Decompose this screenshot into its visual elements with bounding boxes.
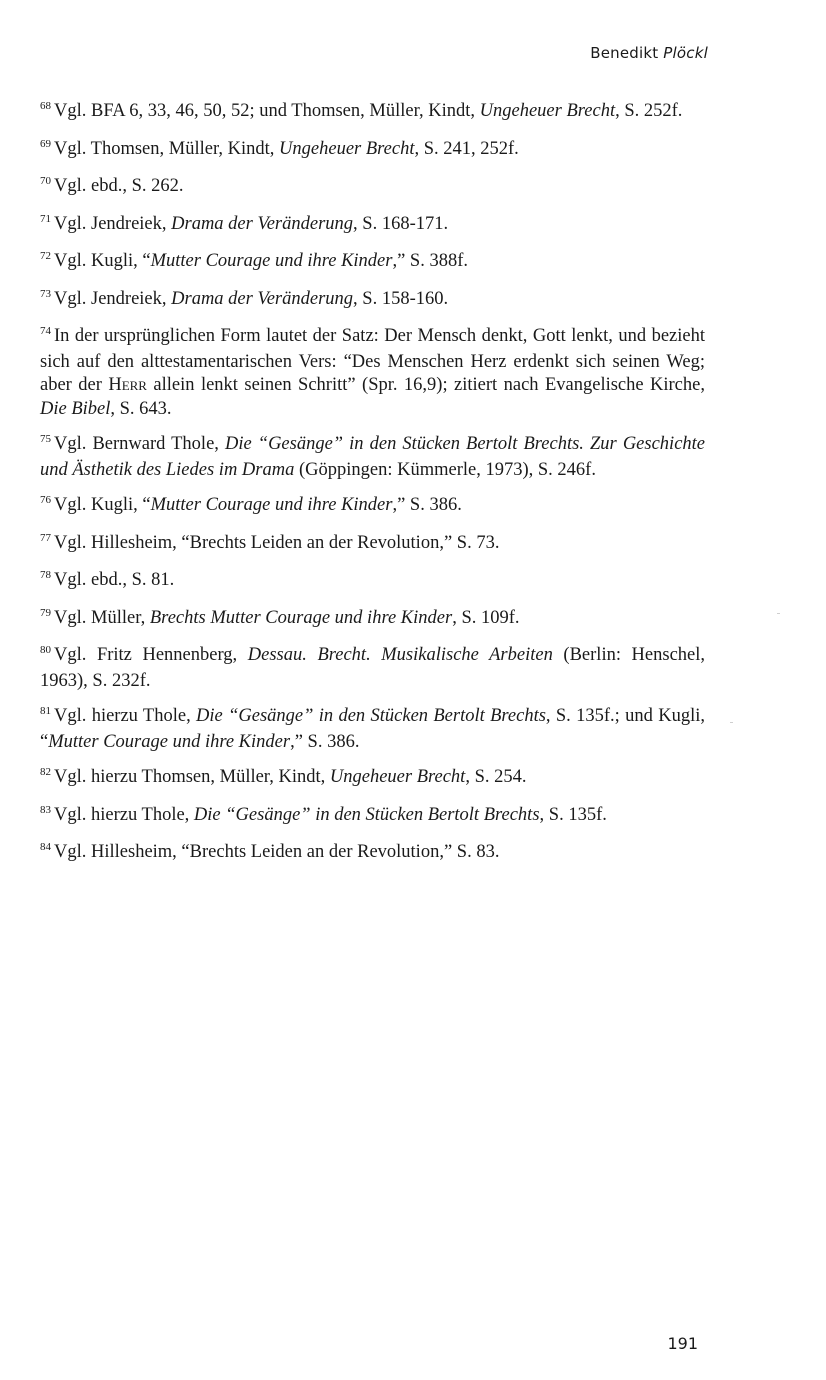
endnote-number: 73 (40, 287, 51, 300)
endnote-text: , S. 109f. (452, 607, 520, 628)
endnote-title-italic: Brechts Mutter Courage und ihre Kinder (149, 607, 453, 628)
page-number: 191 (667, 1334, 698, 1353)
endnote-text: Vgl. Bernward Thole, (54, 434, 225, 454)
endnote-82 (40, 766, 705, 792)
endnote-83 (40, 804, 705, 830)
endnote-80 (40, 644, 705, 693)
endnote-number: 75 (40, 433, 51, 445)
endnote-title-italic: Die “Gesänge” in den Stücken Bertolt Brechts (193, 804, 540, 825)
endnote-text: , S. 241, 252f. (414, 138, 519, 159)
endnote-text: allein lenkt seinen Schritt” (Spr. 16,9); zitiert nach Evangelische Kirche, (146, 375, 705, 395)
endnote-text: (Berlin: Henschel, 1963), S. 232f. (40, 645, 706, 691)
endnote-text: , S. 254. (465, 767, 527, 787)
endnote-text: , S. 158-160. (353, 288, 449, 309)
endnote-text: Herr (108, 375, 147, 395)
endnote-number: 70 (40, 175, 51, 187)
endnote-text: (Göppingen: Kümmerle, 1973), S. 246f. (294, 459, 596, 480)
endnote-title-italic: Mutter Courage und ihre Kinder (48, 731, 291, 752)
running-head-author-first: Benedikt (590, 44, 659, 62)
endnote-title-italic: Dessau. Brecht. Musikalische Arbeiten (247, 645, 553, 665)
endnote-number: 83 (40, 803, 51, 816)
endnote-text: Vgl. Hillesheim, “Brechts Leiden an der Revolution,” S. 73. (54, 532, 500, 553)
endnote-77 (40, 532, 705, 558)
endnote-title-italic: Drama der Veränderung (171, 213, 354, 234)
endnote-text: Vgl. Hillesheim, “Brechts Leiden an der Revolution,” S. 83. (54, 842, 500, 862)
endnote-number: 74 (40, 325, 51, 337)
endnote-number: 71 (40, 212, 51, 225)
endnote-75 (40, 433, 705, 482)
endnote-text: Vgl. BFA 6, 33, 46, 50, 52; und Thomsen, Müller, Kindt, (54, 101, 480, 121)
endnote-text: , S. 135f.; und Kugli, “ (40, 706, 705, 752)
endnote-text: Vgl. Fritz Hennenberg, (54, 645, 248, 665)
endnote-71 (40, 213, 705, 239)
endnote-number: 77 (40, 531, 51, 544)
endnote-text: ,” S. 388f. (392, 251, 469, 271)
endnote-text: Vgl. Kugli, “ (54, 251, 151, 271)
endnote-number: 68 (40, 100, 51, 112)
endnote-78 (40, 569, 705, 595)
scan-speck (777, 613, 780, 614)
endnote-number: 76 (40, 494, 51, 506)
endnote-text: , S. 168-171. (353, 213, 449, 234)
endnote-73 (40, 288, 705, 314)
endnote-text: Vgl. Jendreiek, (54, 288, 172, 309)
endnote-text: ,” S. 386. (290, 731, 360, 752)
endnote-title-italic: Ungeheuer Brecht (279, 138, 415, 159)
endnote-text: Vgl. ebd., S. 81. (54, 570, 175, 590)
endnotes-list (40, 100, 705, 879)
running-head (590, 44, 708, 62)
endnote-81 (40, 705, 705, 754)
endnote-text: Vgl. Thomsen, Müller, Kindt, (54, 138, 280, 159)
endnote-84 (40, 841, 705, 867)
endnote-text: , S. 252f. (615, 101, 683, 121)
endnote-text: Vgl. hierzu Thole, (54, 804, 194, 825)
endnote-text: Vgl. Kugli, “ (54, 495, 151, 515)
endnote-number: 72 (40, 250, 51, 262)
endnote-70 (40, 175, 705, 201)
endnote-74 (40, 325, 705, 421)
endnote-number: 81 (40, 705, 51, 717)
endnote-text: , S. 135f. (539, 804, 607, 825)
endnote-title-italic: Die “Gesänge” in den Stücken Bertolt Brechts (196, 706, 546, 726)
endnote-number: 78 (40, 569, 51, 581)
endnote-text: In der ursprünglichen Form lautet der Satz: Der Mensch denkt, Gott lenkt, und bezieht sich auf den alttestamentarischen Vers: “Des Menschen Herz erdenkt sich seinen Weg; aber der (40, 326, 705, 395)
endnote-title-italic: Ungeheuer Brecht (479, 101, 616, 121)
endnote-text: Vgl. hierzu Thomsen, Müller, Kindt, (54, 767, 330, 787)
scan-speck (730, 722, 733, 723)
endnote-text: Vgl. Müller, (54, 607, 150, 628)
endnote-title-italic: Mutter Courage und ihre Kinder (150, 495, 393, 515)
endnote-title-italic: Die Bibel (40, 398, 111, 419)
endnote-text: ,” S. 386. (392, 495, 462, 515)
endnote-68 (40, 100, 705, 126)
endnote-number: 69 (40, 137, 51, 150)
endnote-text: Vgl. ebd., S. 262. (54, 176, 184, 196)
endnote-title-italic: Drama der Veränderung (171, 288, 354, 309)
endnote-text: Vgl. hierzu Thole, (54, 706, 197, 726)
running-head-author-last: Plöckl (663, 44, 708, 62)
endnote-number: 84 (40, 841, 51, 853)
endnote-72 (40, 250, 705, 276)
endnote-69 (40, 138, 705, 164)
endnote-number: 82 (40, 766, 51, 778)
endnote-text: , S. 643. (110, 398, 172, 419)
endnote-number: 80 (40, 644, 51, 656)
endnote-text: Vgl. Jendreiek, (54, 213, 172, 234)
endnote-title-italic: Die “Gesänge” in den Stücken Bertolt Brechts. Zur Geschichte und Ästhetik des Liedes im Drama (40, 434, 706, 480)
endnote-76 (40, 494, 705, 520)
endnote-title-italic: Ungeheuer Brecht (329, 767, 466, 787)
endnote-79 (40, 607, 705, 633)
endnote-number: 79 (40, 606, 51, 619)
endnote-title-italic: Mutter Courage und ihre Kinder (150, 251, 393, 271)
